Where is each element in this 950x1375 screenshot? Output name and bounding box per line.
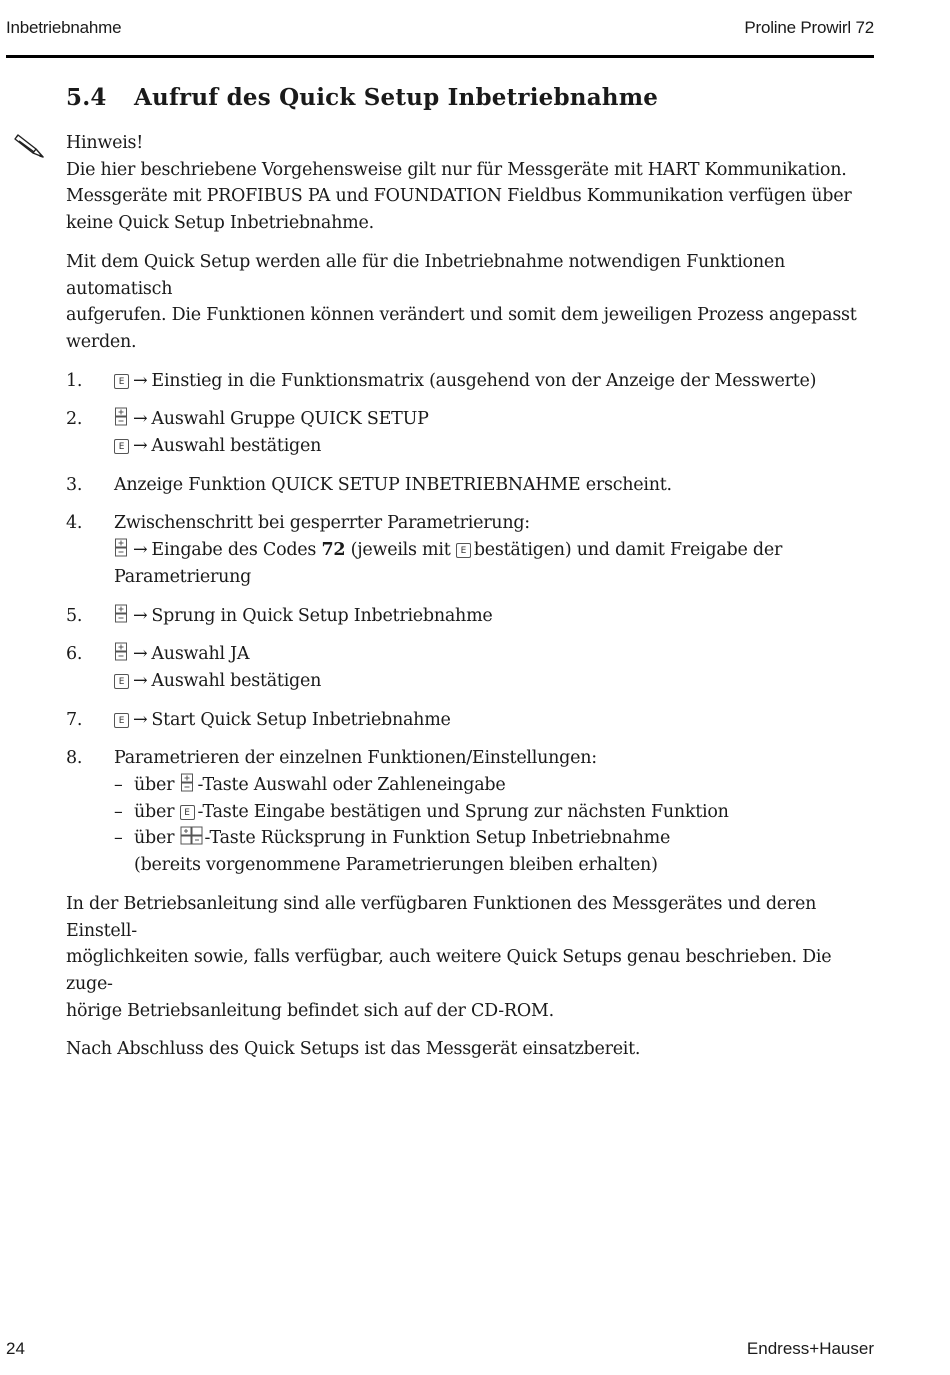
plus-minus-key-icon: [114, 538, 129, 557]
step-number: 5.: [66, 605, 83, 626]
step-text: Anzeige Funktion QUICK SETUP INBETRIEBNAHME erscheint.: [114, 474, 672, 495]
list-item: [114, 799, 876, 826]
footer-brand: Endress+Hauser: [746, 1339, 874, 1358]
outro-line-2: möglichkeiten sowie, falls verfügbar, auch weitere Quick Setups genau beschrieben. Die zuge-: [66, 947, 832, 994]
plus-minus-key-icon: [114, 642, 129, 661]
step-3: [66, 472, 876, 499]
final-paragraph: Nach Abschluss des Quick Setups ist das Messgerät einsatzbereit.: [66, 1039, 641, 1060]
intro-paragraph: [66, 249, 876, 356]
outro-paragraph: [66, 891, 876, 1025]
step-7: [66, 707, 876, 734]
enter-key-icon: E: [114, 374, 129, 389]
arrow-icon: →: [133, 709, 148, 730]
header-chapter: Inbetriebnahme: [6, 18, 122, 37]
step-text: Zwischenschritt bei gesperrter Parametrierung:: [114, 513, 530, 534]
step-4: [66, 510, 876, 590]
steps-list: [66, 368, 876, 879]
header-rule: [6, 55, 874, 58]
intro-line-1: Mit dem Quick Setup werden alle für die Inbetriebnahme notwendigen Funktionen automatisch: [66, 251, 785, 299]
step-number: 3.: [66, 474, 83, 495]
step-2: [66, 406, 876, 459]
arrow-icon: →: [133, 540, 148, 561]
section-title-text: Aufruf des Quick Setup Inbetriebnahme: [134, 84, 659, 111]
step-text: (jeweils mit: [345, 540, 456, 561]
step-number: 6.: [66, 644, 83, 665]
plus-minus-key-icon: [114, 604, 129, 623]
plus-minus-key-icon: [180, 773, 195, 792]
step-1: [66, 368, 876, 395]
enter-key-icon: E: [114, 439, 129, 454]
plus-minus-key-icon: [114, 407, 129, 426]
arrow-icon: →: [133, 370, 148, 391]
step-text: Auswahl bestätigen: [151, 670, 322, 691]
step-number: 1.: [66, 370, 83, 391]
dash-bullet: –: [114, 775, 123, 796]
note-line-1: Die hier beschriebene Vorgehensweise gilt nur für Messgeräte mit HART Kommunikation.: [66, 159, 847, 180]
arrow-icon: →: [133, 605, 148, 626]
step-text: über: [134, 775, 180, 796]
step-number: 8.: [66, 748, 83, 769]
dash-bullet: –: [114, 828, 123, 849]
step-text: Parametrierung: [114, 566, 252, 587]
step-text: Auswahl bestätigen: [151, 436, 322, 457]
step-5: [66, 603, 876, 630]
step-text: Auswahl Gruppe QUICK SETUP: [151, 409, 429, 430]
list-item: [114, 825, 876, 878]
arrow-icon: →: [133, 644, 148, 665]
page-header: [6, 18, 874, 42]
note-block: [66, 130, 876, 237]
outro-line-3: hörige Betriebsanleitung befindet sich auf der CD-ROM.: [66, 1000, 554, 1021]
note-line-3: keine Quick Setup Inbetriebnahme.: [66, 213, 374, 234]
step-number: 7.: [66, 709, 83, 730]
access-code: 72: [321, 540, 346, 561]
arrow-icon: →: [133, 409, 148, 430]
enter-key-icon: E: [456, 543, 471, 558]
list-item: [114, 772, 876, 799]
step-text: über: [134, 828, 180, 849]
intro-line-3: werden.: [66, 331, 137, 352]
step-text: Eingabe des Codes: [151, 540, 322, 561]
note-label: Hinweis!: [66, 133, 144, 153]
step-6: [66, 641, 876, 694]
intro-line-2: aufgerufen. Die Funktionen können verändert und somit dem jeweiligen Prozess angepasst: [66, 305, 857, 326]
pencil-icon: [14, 132, 46, 160]
arrow-icon: →: [133, 670, 148, 691]
page-footer: [6, 1339, 874, 1363]
outro-line-1: In der Betriebsanleitung sind alle verfügbaren Funktionen des Messgerätes und deren Einstell-: [66, 893, 817, 941]
page-number: 24: [6, 1339, 25, 1358]
dash-bullet: –: [114, 801, 123, 822]
main-content: [66, 130, 876, 1075]
step-text: -Taste Rücksprung in Funktion Setup Inbetriebnahme: [204, 828, 671, 849]
step-text: Parametrieren der einzelnen Funktionen/Einstellungen:: [114, 748, 597, 769]
enter-key-icon: E: [114, 713, 129, 728]
step-number: 4.: [66, 513, 83, 534]
step-text: über: [134, 801, 180, 822]
escape-key-combo-icon: [180, 826, 204, 845]
step-text: Auswahl JA: [151, 644, 250, 665]
enter-key-icon: E: [180, 805, 195, 820]
step-text: Einstieg in die Funktionsmatrix (ausgehend von der Anzeige der Messwerte): [151, 370, 817, 391]
step-text: Sprung in Quick Setup Inbetriebnahme: [151, 605, 493, 626]
header-product: Proline Prowirl 72: [744, 18, 874, 37]
step-text: (bereits vorgenommene Parametrierungen bleiben erhalten): [134, 855, 658, 876]
step-text: bestätigen) und damit Freigabe der: [473, 540, 783, 561]
step-text: -Taste Eingabe bestätigen und Sprung zur nächsten Funktion: [197, 801, 729, 822]
step-text: Start Quick Setup Inbetriebnahme: [151, 709, 451, 730]
step-text: -Taste Auswahl oder Zahleneingabe: [197, 775, 506, 796]
step-8: [66, 745, 876, 879]
section-title: [66, 84, 658, 111]
enter-key-icon: E: [114, 674, 129, 689]
arrow-icon: →: [133, 436, 148, 457]
note-line-2: Messgeräte mit PROFIBUS PA und FOUNDATION Fieldbus Kommunikation verfügen über: [66, 186, 852, 207]
section-number: 5.4: [66, 84, 107, 111]
step-number: 2.: [66, 409, 83, 430]
